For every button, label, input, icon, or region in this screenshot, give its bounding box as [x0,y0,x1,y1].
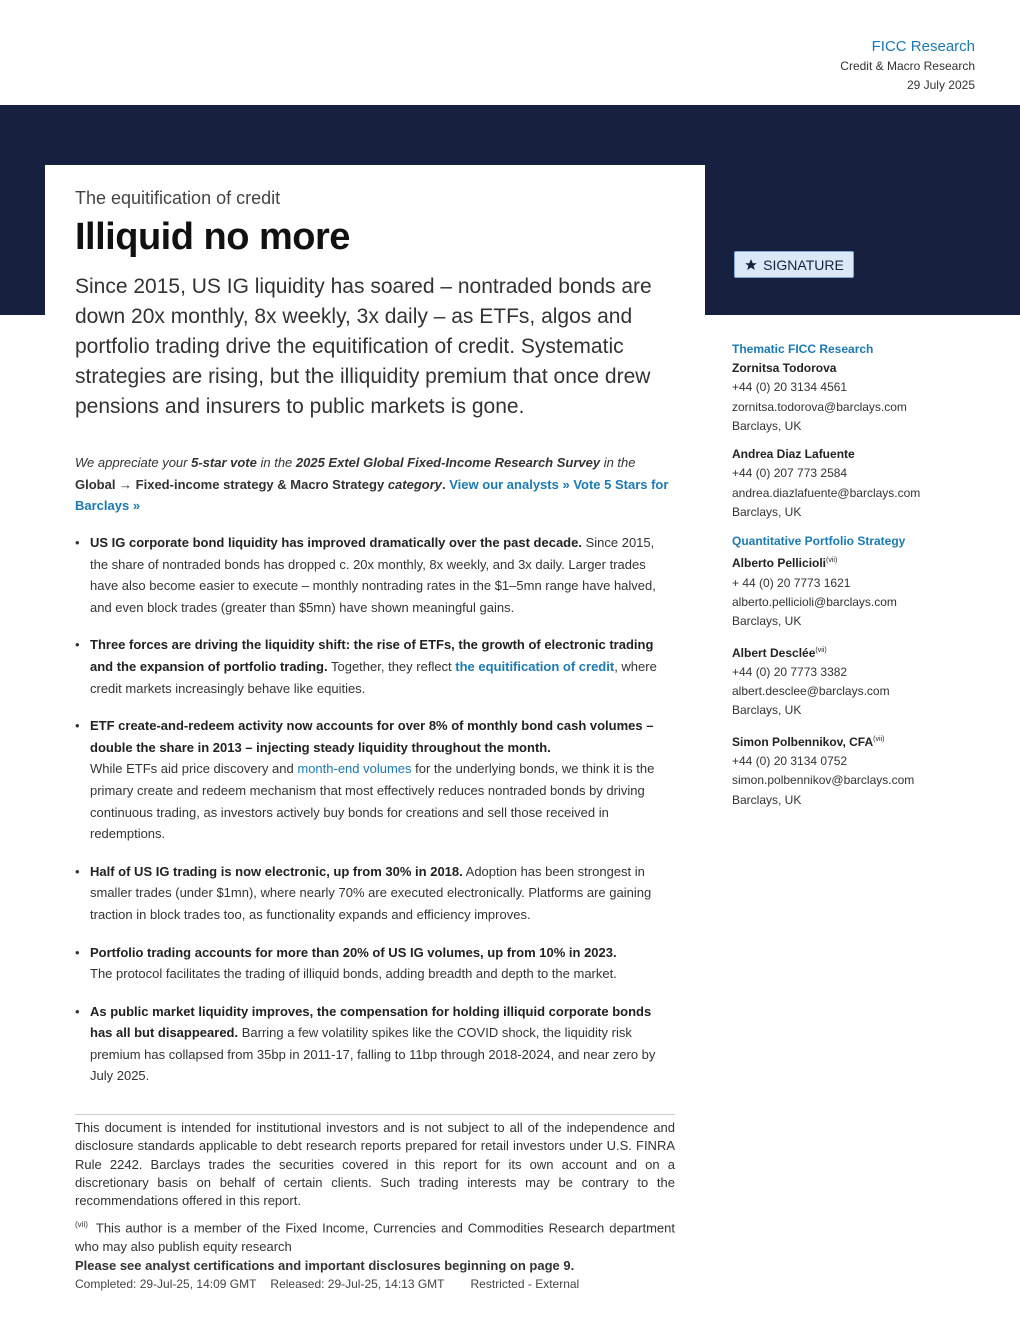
header-subtitle: Credit & Macro Research [840,59,975,73]
list-item [75,634,675,699]
released-time: Released: 29-Jul-25, 14:13 GMT [270,1277,445,1291]
analyst-phone: +44 (0) 20 3134 0752 [732,754,848,769]
analyst-email[interactable]: albert.desclee@barclays.com [732,684,890,699]
bullet-bold: US IG corporate bond liquidity has improved dramatically over the past decade. [90,535,582,550]
list-item [75,1001,675,1087]
analyst-email[interactable]: andrea.diazlafuente@barclays.com [732,485,921,500]
analyst-name-text: Albert Desclée [732,645,816,660]
view-analysts-link[interactable]: View our analysts » [449,476,570,492]
kicker: The equitification of credit [75,188,281,208]
disclaimer: This document is intended for institutional investors and is not subject to all of the independence and disclosure standards applicable to debt research reports prepared for retail investors under U.S. FINRA Rule 2242. Barclays trades the securities covered in this report for its own account and on a discretionary basis on behalf of certain clients. Such trading interests may be contrary to the recommendations offered in this report. [75,1120,675,1209]
analyst-phone: +44 (0) 20 7773 3382 [732,664,848,679]
analyst-phone: +44 (0) 20 3134 4561 [732,380,848,395]
note-marker: (vii) [815,646,827,654]
vote-category: Global → Fixed-income strategy & Macro Strategy [75,476,385,492]
analyst-email[interactable]: zornitsa.todorova@barclays.com [732,399,907,414]
bullet-bold: Portfolio trading accounts for more than 20% of US IG volumes, up from 10% in 2023. [90,944,617,960]
group-title: Quantitative Portfolio Strategy [732,534,906,549]
analyst-email[interactable]: alberto.pellicioli@barclays.com [732,594,897,609]
completed-time: Completed: 29-Jul-25, 14:09 GMT [75,1277,257,1291]
header-title: FICC Research [871,38,975,55]
bullet-icon: • [75,1003,80,1019]
analyst-name: Andrea Diaz Lafuente [732,447,855,462]
equitification-link[interactable]: the equitification of credit [455,658,615,674]
signature-badge[interactable] [734,251,854,278]
note-text: This author is a member of the Fixed Income, Currencies and Commodities Research department who may also publish equity research [75,1220,675,1254]
analyst-location: Barclays, UK [732,505,802,520]
analyst-location: Barclays, UK [732,703,802,718]
vote-text: in the [600,455,636,470]
analyst-location: Barclays, UK [732,418,802,433]
vote-text: . [442,476,450,492]
bullet-icon: • [75,535,80,550]
analyst-name [732,641,992,663]
bullet-text: Since 2015, the share of nontraded bonds has dropped c. 20x monthly, 8x weekly, and 3x daily. Larger trades have also become easier to execute – monthly nontrading rates in the $1–5mn range have halved, and even block trades (greater than $5mn) have shown meaningful gains. [90,535,656,615]
bullet-icon: • [75,718,80,734]
vote-5-stars-link[interactable]: Vote 5 Stars for Barclays » [75,476,669,513]
analyst-name [732,551,992,573]
lede-paragraph: Since 2015, US IG liquidity has soared – nontraded bonds are down 20x monthly, 8x weekly, 3x daily – as ETFs, algos and portfolio trading drive the equitification of credit. Systematic strategies are rising, but the illiquidity premium that once drew pensions and insurers to public markets is gone. [75,275,652,418]
vote-text: in the [256,455,296,470]
bullet-text: While ETFs aid price discovery and [90,761,298,777]
restriction-label: Restricted - External [470,1277,580,1291]
analyst-name: Zornitsa Todorova [732,361,837,375]
analyst-group [732,532,992,810]
bullet-text: Barring a few volatility spikes like the COVID shock, the liquidity risk premium has collapsed from 35bp in 2011-17, falling to 11bp through 2018-2024, and near zero by July 2025. [90,1025,656,1084]
header-date: 29 July 2025 [906,78,975,92]
bullet-icon: • [75,637,80,653]
analyst-card [732,445,992,522]
analyst-phone: + 44 (0) 20 7773 1621 [732,575,851,590]
page-title: Illiquid no more [75,216,350,258]
vote-text-bold: 5-star vote [191,455,257,470]
divider [75,1114,675,1115]
analyst-phone: +44 (0) 207 773 2584 [732,466,848,481]
bullet-icon: • [75,944,80,960]
analyst-name-text: Simon Polbennikov, CFA [732,734,874,749]
bullet-bold: Half of US IG trading is now electronic, up from 30% in 2018. [90,863,463,879]
bullet-text: for the underlying bonds, we think it is the primary create and redeem mechanism that most effectively reduces nontraded bonds by driving continuous trading, as investors actively buy bonds for creations and sell those received in redemptions. [90,761,655,842]
analyst-group [732,340,992,522]
analyst-location: Barclays, UK [732,792,802,807]
group-title: Thematic FICC Research [732,342,874,356]
bullet-text: Adoption has been strongest in smaller trades (under $1mn), where nearly 70% are executed electronically. Platforms are gaining traction in block trades too, as functionality expands and efficiency improves. [90,863,652,922]
list-item [75,715,675,845]
note-marker: (vii) [873,735,885,743]
month-end-volumes-link[interactable]: month-end volumes [297,761,412,777]
analyst-name [732,730,992,752]
bullet-text: , where credit markets increasingly behave like equities. [90,658,657,696]
footer [75,1277,579,1291]
analyst-name-text: Alberto Pellicioli [732,556,827,571]
analyst-card [732,551,992,631]
bullet-icon: • [75,863,80,879]
signature-label: SIGNATURE [763,256,844,273]
analyst-card [732,730,992,810]
star-icon [744,258,758,272]
certifications-note: Please see analyst certifications and important disclosures beginning on page 9. [75,1258,575,1273]
vote-survey-name: 2025 Extel Global Fixed-Income Research Survey [295,455,601,470]
bullet-text: The protocol facilitates the trading of illiquid bonds, adding breadth and depth to the market. [90,966,617,982]
vote-paragraph [75,452,675,517]
author-note [75,1216,675,1256]
analyst-card [732,641,992,721]
bullet-text: Together, they reflect [327,658,456,674]
vote-text: We appreciate your [75,455,192,470]
bullet-bold: As public market liquidity improves, the compensation for holding illiquid corporate bonds has all but disappeared. [90,1003,652,1041]
note-marker: (vii) [75,1220,88,1229]
report-header [840,37,975,95]
key-points-list [75,532,675,1103]
list-item [75,861,675,926]
bullet-bold: Three forces are driving the liquidity shift: the rise of ETFs, the growth of electronic trading and the expansion of portfolio trading. [90,637,654,674]
list-item [75,942,675,985]
analyst-sidebar [732,340,992,820]
analyst-card [732,359,992,436]
bullet-bold: ETF create-and-redeem activity now accounts for over 8% of monthly bond cash volumes – double the share in 2013 – injecting steady liquidity throughout the month. [90,718,654,755]
analyst-email[interactable]: simon.polbennikov@barclays.com [732,773,915,788]
analyst-location: Barclays, UK [732,614,802,629]
vote-text: category [384,476,443,492]
note-marker: (vii) [826,557,838,565]
list-item [75,532,675,618]
